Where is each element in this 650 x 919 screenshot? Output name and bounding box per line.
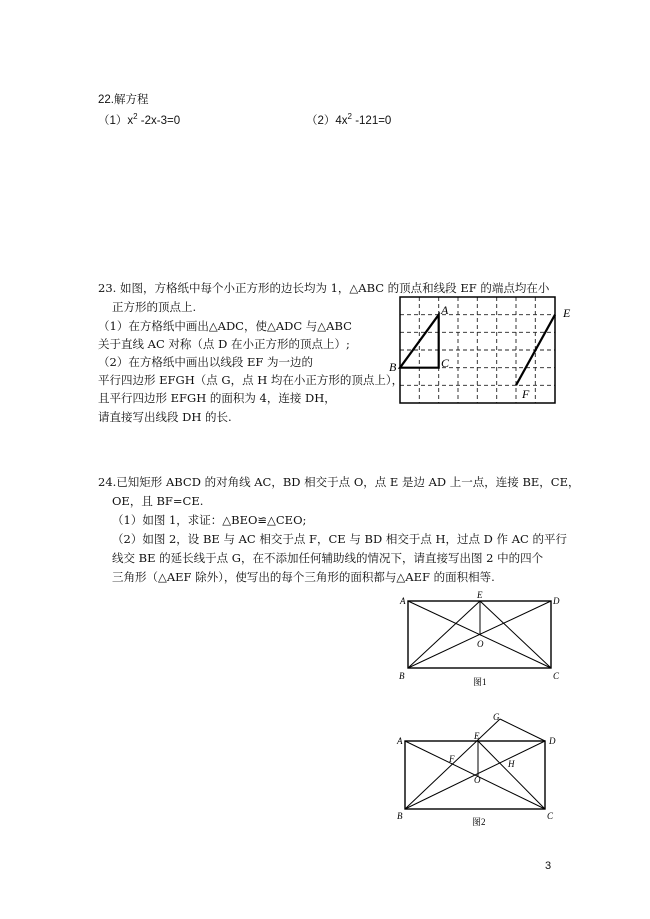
label-f: F — [522, 387, 530, 401]
q24-line-2: OE，且 BF=CE. — [112, 494, 204, 508]
fig1-label-c: C — [553, 671, 560, 681]
q24-line-5: 线交 BE 的延长线于点 G，在不添加任何辅助线的情况下，请直接写出图 2 中的四个 — [112, 551, 544, 565]
fig2-label-a: A — [397, 736, 403, 746]
q24-line-6: 三角形（△AEF 除外），使写出的每个三角形的面积都与△AEF 的面积相等. — [112, 570, 495, 584]
q22-title: 22.解方程 — [98, 94, 149, 106]
q22-eq1-prefix: （1）x — [98, 114, 134, 127]
q23-line-7: 且平行四边形 EFGH 的面积为 4，连接 DH， — [98, 391, 336, 405]
q22-equation-2 — [306, 109, 391, 129]
q23-line-6: 平行四边形 EFGH（点 G，点 H 均在小正方形的顶点上）， — [98, 373, 404, 387]
q23-line-1: 23. 如图，方格纸中每个小正方形的边长均为 1，△ABC 的顶点和线段 EF 的端点均在小 — [98, 281, 550, 295]
fig2-label-e: E — [474, 731, 480, 741]
q22-eq1-suffix: -2x-3=0 — [137, 114, 181, 127]
fig2-label-o: O — [474, 775, 481, 785]
fig2-label-d: D — [549, 736, 556, 746]
fig2-label-g: G — [493, 712, 500, 722]
fig2-label-f: F — [449, 754, 455, 764]
fig2-label-b: B — [397, 811, 403, 821]
q23-line-2: 正方形的顶点上. — [112, 300, 197, 314]
q24-line-3: （1）如图 1，求证：△BEO≌△CEO; — [112, 513, 307, 527]
q24-line-1: 24.已知矩形 ABCD 的对角线 AC，BD 相交于点 O，点 E 是边 AD 上一点，连接 BE，CE， — [98, 475, 580, 489]
q24-line-4: （2）如图 2，设 BE 与 AC 相交于点 F，CE 与 BD 相交于点 H，过点 D 作 AC 的平行 — [112, 532, 567, 546]
q23-line-5: （2）在方格纸中画出以线段 EF 为一边的 — [98, 355, 313, 369]
fig1-label-e: E — [477, 590, 483, 600]
q23-line-8: 请直接写出线段 DH 的长. — [98, 410, 232, 424]
q22-eq2-suffix: -121=0 — [352, 114, 392, 127]
triangle-abc — [400, 315, 439, 368]
q23-line-3: （1）在方格纸中画出△ADC，使△ADC 与△ABC — [98, 319, 352, 333]
fig1-label-o: O — [477, 639, 484, 649]
figure-1 — [395, 590, 570, 690]
label-a: A — [441, 303, 449, 317]
label-c: C — [441, 356, 450, 370]
q22-eq1-exponent: 2 — [133, 112, 138, 121]
fig1-label-b: B — [399, 671, 405, 681]
fig1-caption: 图1 — [473, 677, 487, 687]
q23-line-4: 关于直线 AC 对称（点 D 在小正方形的顶点上）; — [98, 337, 350, 351]
page-number: 3 — [545, 860, 552, 872]
fig2-label-h: H — [508, 759, 515, 769]
grid-dashed-lines — [400, 297, 555, 403]
q22-eq2-exponent: 2 — [347, 112, 352, 121]
figure-2 — [392, 710, 567, 835]
fig2-caption: 图2 — [472, 817, 486, 827]
label-e: E — [563, 306, 571, 320]
fig2-label-c: C — [547, 811, 554, 821]
label-b: B — [389, 360, 397, 374]
fig1-label-a: A — [400, 596, 406, 606]
q22-equation-1 — [98, 109, 180, 129]
q22-eq2-prefix: （2）4x — [306, 114, 348, 127]
q23-grid-figure — [388, 290, 578, 410]
fig1-label-d: D — [553, 596, 560, 606]
